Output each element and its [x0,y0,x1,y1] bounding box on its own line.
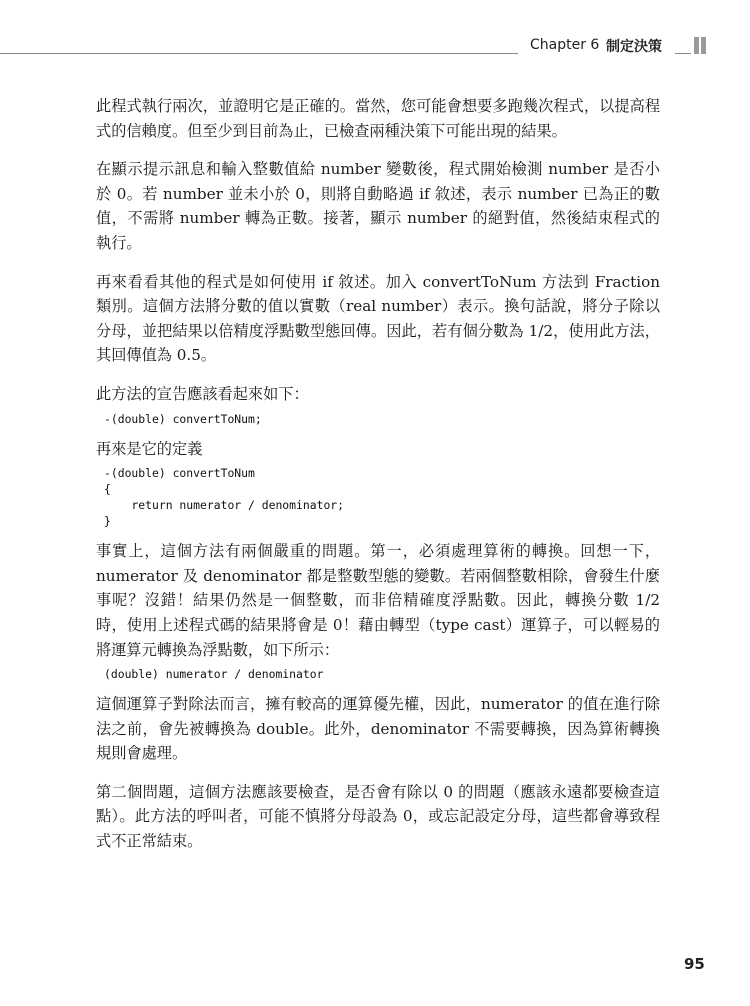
paragraph: 再來是它的定義 [96,439,203,458]
header-tab-marker [694,37,699,54]
page-number: 95 [684,955,705,973]
paragraph: 再來看看其他的程式是如何使用 if 敘述。加入 convertToNum 方法到 Fraction 類別。這個方法將分數的值以實數（real number）表示。換句話說，將分子除以分母，並把結果以倍精度浮點數型態回傳。因此，若有個分數為 1/2，使用此方法，其回傳值為 0.5。 [96,272,660,365]
paragraph: 事實上，這個方法有兩個嚴重的問題。第一，必須處理算術的轉換。回想一下，numerator 及 denominator 都是整數型態的變數。若兩個整數相除，會發生什麼事呢？沒錯！結果仍然是一個整數，而非倍精確度浮點數。因此，轉換分數 1/2 時，使用上述程式碼的結果將會是 0！藉由轉型（type cast）運算子，可以輕易的將運算元轉換為浮點數，如下所示： [96,542,660,659]
page-body [96,94,660,868]
paragraph: 這個運算子對除法而言，擁有較高的運算優先權，因此，numerator 的值在進行除法之前，會先被轉換為 double。此外，denominator 不需要轉換，因為算術轉換規則會處理。 [96,695,660,763]
header-rule-short [675,53,691,54]
running-header-title: 制定決策 [606,39,662,55]
paragraph: 此方法的宣告應該看起來如下： [96,384,309,403]
paragraph: 此程式執行兩次，並證明它是正確的。當然，您可能會想要多跑幾次程式，以提高程式的信賴度。但至少到目前為止，已檢查兩種決策下可能出現的結果。 [96,97,660,140]
paragraph: 在顯示提示訊息和輸入整數值給 number 變數後，程式開始檢測 number 是否小於 0。若 number 並未小於 0，則將自動略過 if 敘述，表示 number 已為正的數值，不需將 number 轉為正數。接著，顯示 number 的絕對值，然後結束程式的執行。 [96,160,660,252]
header-tab-marker [701,37,706,54]
running-header-chapter: Chapter 6 [530,37,600,53]
code-block: (double) numerator / denominator [104,667,324,682]
code-block: -(double) convertToNum; [104,411,262,426]
paragraph: 第二個問題，這個方法應該要檢查，是否會有除以 0 的問題（應該永遠都要檢查這點）。此方法的呼叫者，可能不慎將分母設為 0，或忘記設定分母，這些都會導致程式不正常結束。 [96,782,660,851]
header-rule [0,53,518,54]
code-block: -(double) convertToNum { return numerator / denominator; } [104,466,345,529]
